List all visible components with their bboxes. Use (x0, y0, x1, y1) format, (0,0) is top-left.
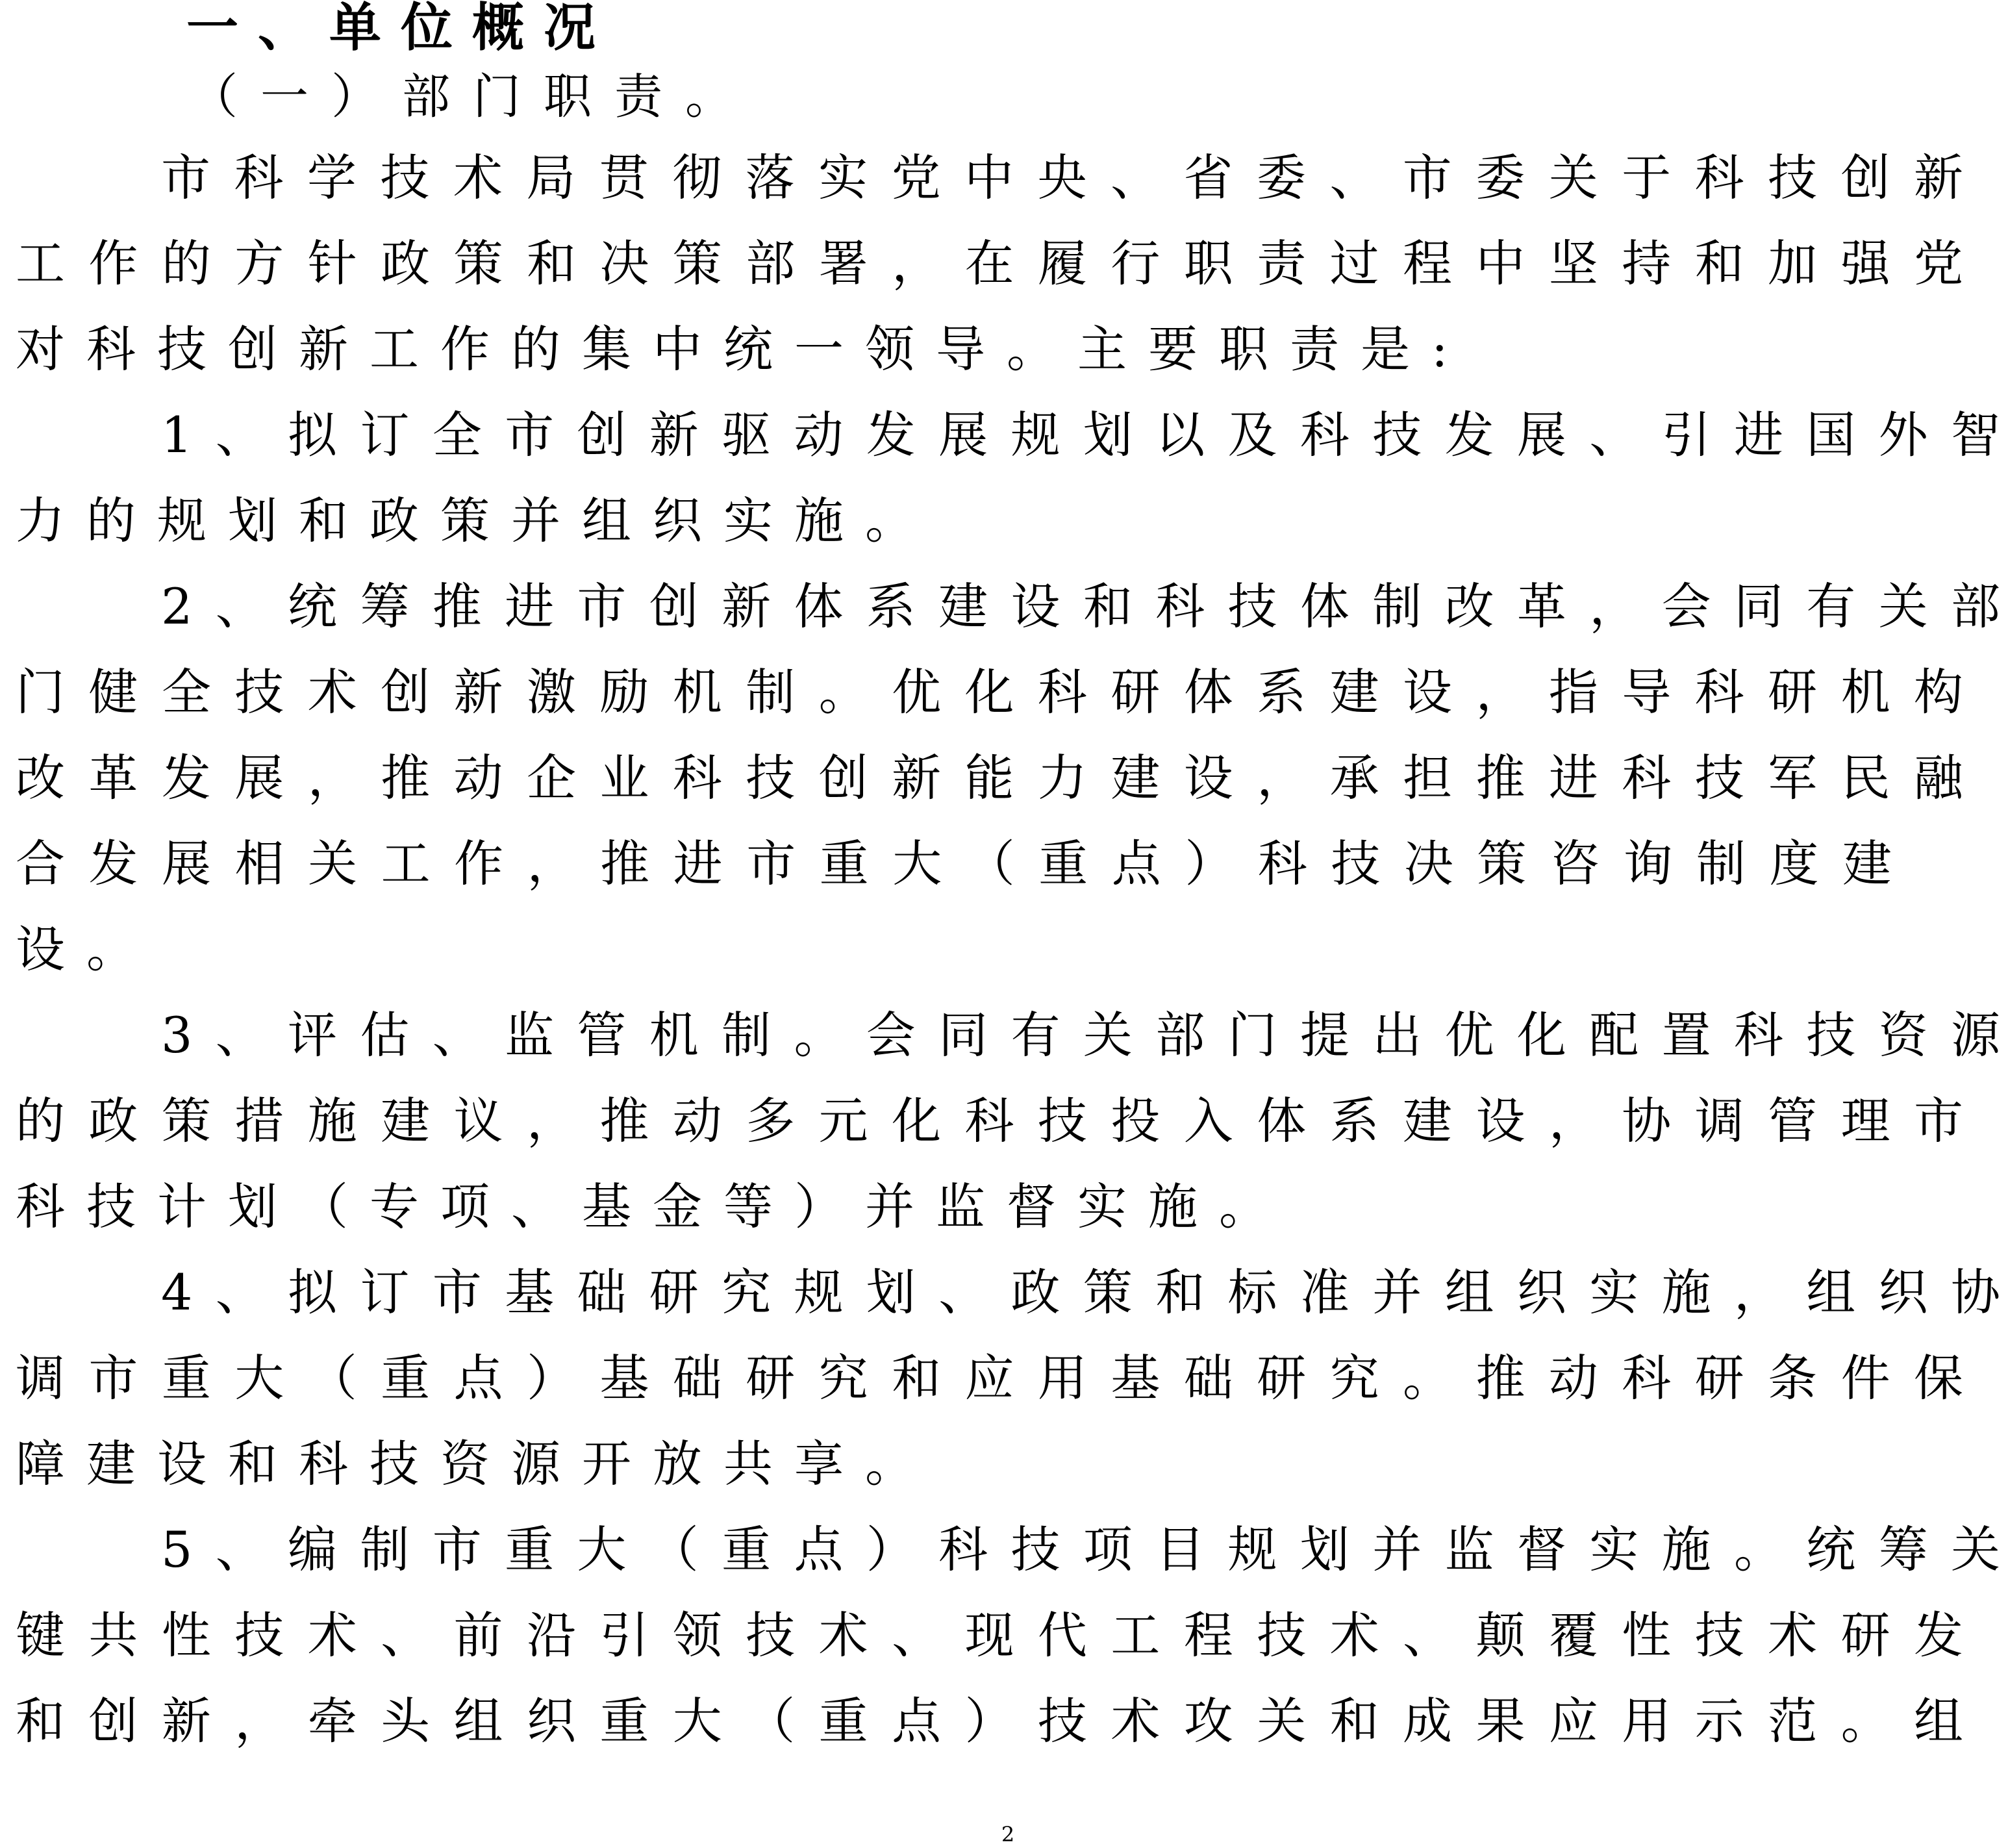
section-heading: 一、单位概况 (186, 0, 615, 58)
paragraph (0, 564, 2008, 993)
paragraph (0, 135, 2008, 392)
body-text (0, 135, 2008, 1764)
text-line: 调市重大（重点）基础研究和应用基础研究。推动科研条件保 (16, 1349, 1963, 1407)
paragraph (0, 993, 2008, 1250)
text-line: 工作的方针政策和决策部署，在履行职责过程中坚持和加强党 (16, 234, 1963, 292)
text-line: 力的规划和政策并组织实施。 (16, 492, 936, 550)
text-line: 5、编制市重大（重点）科技项目规划并监督实施。统筹关 (161, 1521, 2000, 1578)
text-line: 改革发展，推动企业科技创新能力建设，承担推进科技军民融 (16, 749, 1963, 807)
text-line: 科技计划（专项、基金等）并监督实施。 (16, 1178, 1290, 1235)
text-line: 键共性技术、前沿引领技术、现代工程技术、颠覆性技术研发 (16, 1606, 1963, 1664)
subsection-heading: （一）部门职责。 (190, 69, 756, 125)
paragraph (0, 392, 2008, 564)
paragraph (0, 1507, 2008, 1764)
text-line: 1、拟订全市创新驱动发展规划以及科技发展、引进国外智 (161, 406, 2000, 464)
text-line: 门健全技术创新激励机制。优化科研体系建设，指导科研机构 (16, 663, 1963, 721)
text-line: 的政策措施建议，推动多元化科技投入体系建设，协调管理市 (16, 1092, 1963, 1150)
page-number: 2 (1001, 1822, 1015, 1847)
text-line: 4、拟订市基础研究规划、政策和标准并组织实施，组织协 (161, 1263, 2000, 1321)
text-line: 设。 (16, 920, 157, 978)
paragraph (0, 1250, 2008, 1507)
text-line: 2、统筹推进市创新体系建设和科技体制改革，会同有关部 (161, 577, 2000, 635)
text-line: 障建设和科技资源开放共享。 (16, 1435, 936, 1493)
text-line: 合发展相关工作，推进市重大（重点）科技决策咨询制度建 (16, 835, 1892, 892)
text-line: 市科学技术局贯彻落实党中央、省委、市委关于科技创新 (161, 149, 1963, 207)
text-line: 3、评估、监管机制。会同有关部门提出优化配置科技资源 (161, 1006, 2000, 1064)
text-line: 和创新，牵头组织重大（重点）技术攻关和成果应用示范。组 (16, 1692, 1963, 1750)
text-line: 对科技创新工作的集中统一领导。主要职责是: (16, 320, 1470, 378)
